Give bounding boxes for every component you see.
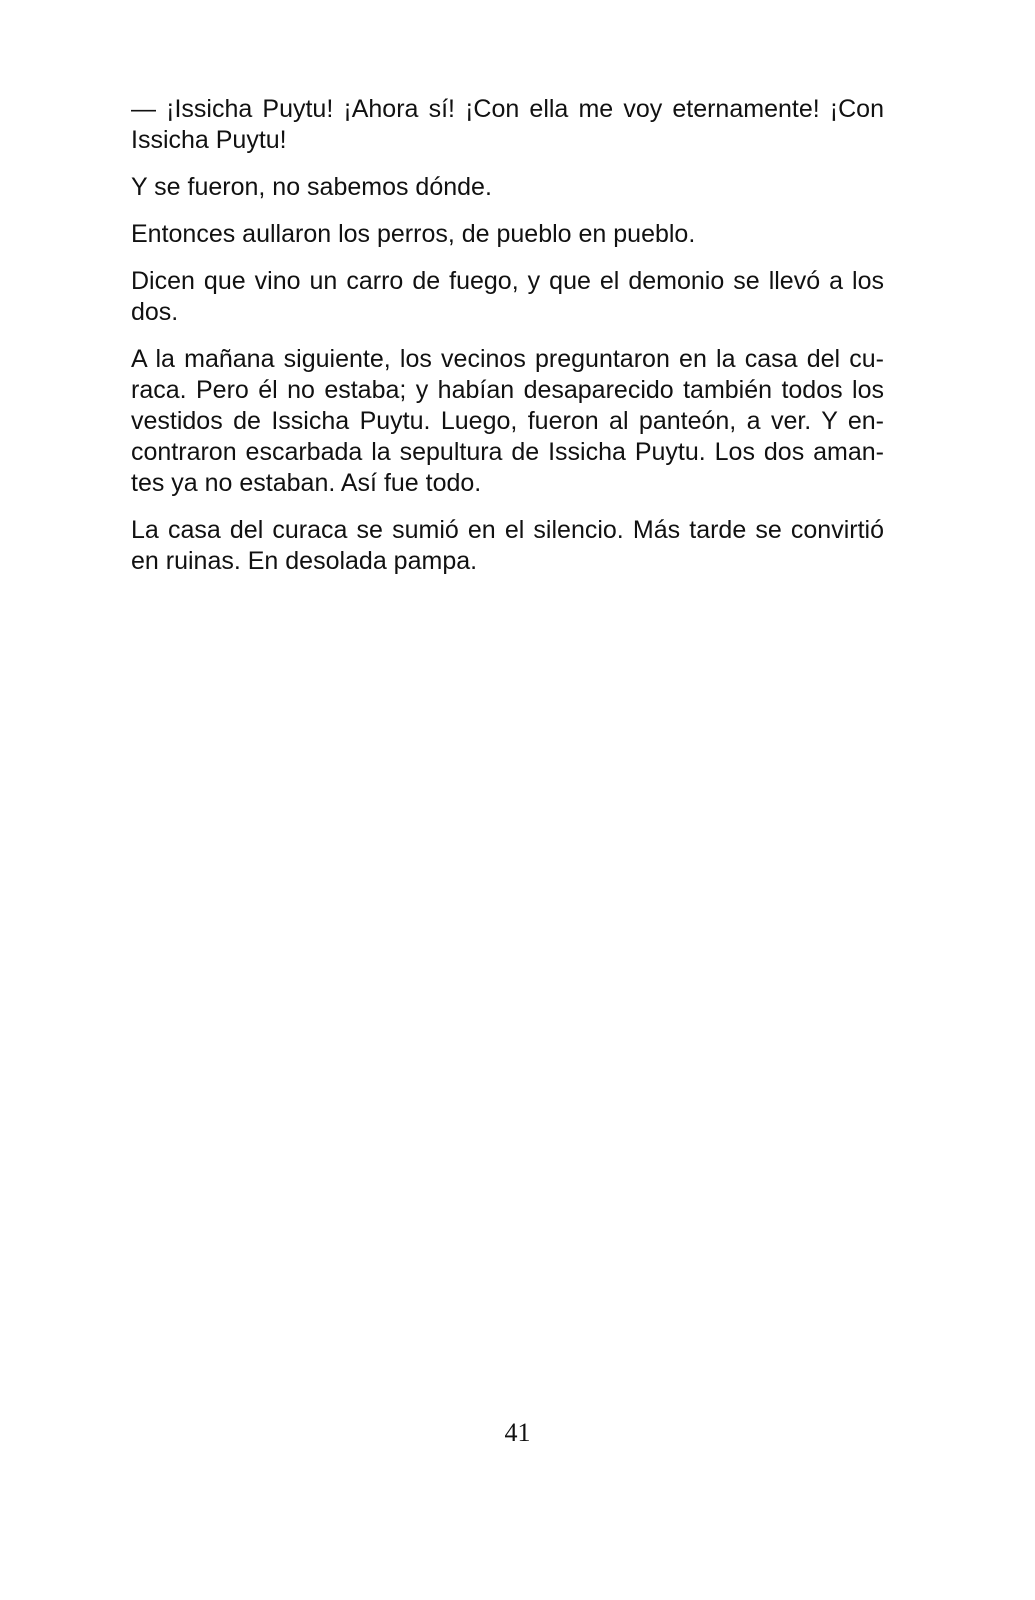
text-line: en ruinas. En desolada pampa.	[131, 547, 478, 575]
text-line: dos.	[131, 298, 179, 326]
paragraph	[131, 515, 884, 577]
paragraph	[131, 344, 884, 499]
text-line: La casa del curaca se sumió en el silencio. Más tarde se convirtió	[131, 516, 884, 544]
text-line: Entonces aullaron los perros, de pueblo en pueblo.	[131, 220, 696, 248]
text-line: raca. Pero él no estaba; y habían desaparecido también todos los	[131, 376, 884, 404]
text-line: Y se fueron, no sabemos dónde.	[131, 173, 492, 201]
text-line: contraron escarbada la sepultura de Issicha Puytu. Los dos aman-	[131, 438, 884, 466]
paragraph	[131, 172, 884, 203]
body-text	[131, 94, 884, 593]
text-line: Issicha Puytu!	[131, 126, 287, 154]
paragraph	[131, 219, 884, 250]
paragraph	[131, 94, 884, 156]
text-line: vestidos de Issicha Puytu. Luego, fueron al panteón, a ver. Y en-	[131, 407, 884, 435]
text-line: — ¡Issicha Puytu! ¡Ahora sí! ¡Con ella me voy eternamente! ¡Con	[131, 95, 884, 123]
text-line: A la mañana siguiente, los vecinos preguntaron en la casa del cu-	[131, 345, 884, 373]
text-line: tes ya no estaban. Así fue todo.	[131, 469, 482, 497]
paragraph	[131, 266, 884, 328]
page-number: 41	[504, 1418, 531, 1447]
text-line: Dicen que vino un carro de fuego, y que el demonio se llevó a los	[131, 267, 884, 295]
